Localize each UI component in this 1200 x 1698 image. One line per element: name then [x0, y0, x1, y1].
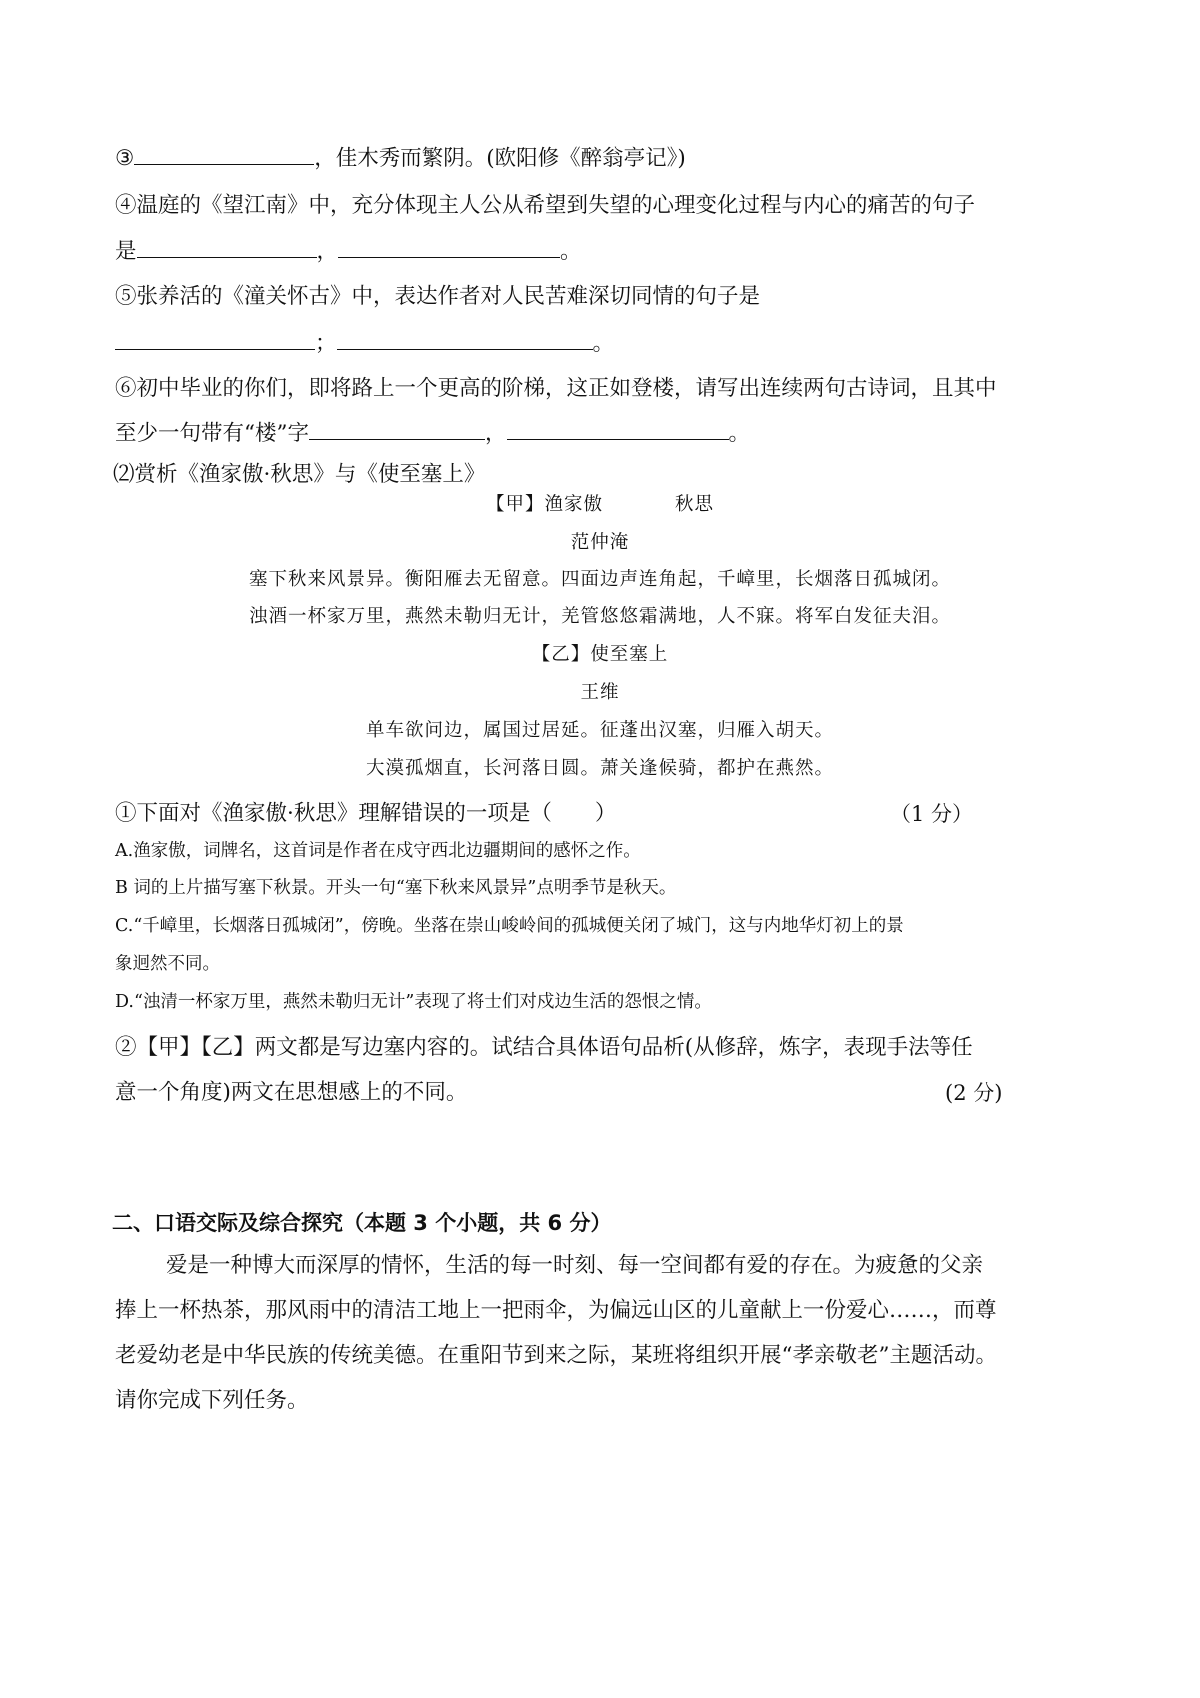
- sub-question-2-line-1: ②【甲】【乙】两文都是写边塞内容的。试结合具体语句品析(从修辞，炼字，表现手法等任: [115, 1035, 973, 1060]
- answer-blank[interactable]: [137, 237, 317, 258]
- sub-question-1: ①下面对《渔家傲·秋思》理解错误的一项是（ ）: [115, 801, 617, 826]
- answer-blank[interactable]: [338, 237, 560, 258]
- option-c-line-1: C.“千嶂里，长烟落日孤城闭”，傍晚。坐落在崇山峻岭间的孤城便关闭了城门，这与内地华灯初上的景: [115, 916, 904, 936]
- question-4-line-2: [115, 237, 582, 267]
- question-5-line-2: [115, 329, 614, 359]
- section-2-paragraph-line-4: 请你完成下列任务。: [115, 1388, 309, 1413]
- poem-a-subtitle: 秋思: [675, 494, 715, 515]
- poem-b-title: 【乙】使至塞上: [531, 644, 669, 665]
- question-4-separator: ，: [316, 239, 339, 264]
- question-4-end: 。: [560, 239, 582, 264]
- sub-question-2-score: (2 分): [945, 1081, 1003, 1105]
- option-d: D.“浊清一杯家万里，燕然未勒归无计”表现了将士们对戍边生活的怨恨之情。: [115, 992, 712, 1012]
- answer-blank[interactable]: [337, 329, 593, 350]
- question-4-line-1: ④温庭的《望江南》中，充分体现主人公从希望到失望的心理变化过程与内心的痛苦的句子: [115, 193, 976, 218]
- poem-a-title: [0, 492, 1200, 518]
- poem-b-line-1: 单车欲问边，属国过居延。征蓬出汉塞，归雁入胡天。: [365, 720, 834, 741]
- poem-b-line-2: 大漠孤烟直，长河落日圆。萧关逢候骑，都护在燕然。: [365, 758, 834, 779]
- question-6-prefix: 至少一句带有“楼”字: [115, 421, 309, 446]
- question-3-number: ③: [115, 146, 135, 171]
- answer-blank[interactable]: [309, 419, 485, 440]
- question-4-prefix: 是: [115, 239, 137, 264]
- option-c-line-2: 象迥然不同。: [115, 954, 220, 974]
- question-3-text: ，佳木秀而繁阴。(欧阳修《醉翁亭记》): [314, 146, 686, 171]
- question-6-separator: ，: [484, 421, 507, 446]
- option-b: B 词的上片描写塞下秋景。开头一句“塞下秋来风景异”点明季节是秋天。: [115, 878, 677, 898]
- answer-blank[interactable]: [134, 144, 314, 165]
- question-5-separator: ；: [315, 331, 337, 356]
- question-6-end: 。: [728, 421, 751, 446]
- poem-a-line-1: 塞下秋来风景异。衡阳雁去无留意。四面边声连角起，千嶂里，长烟落日孤城闭。: [248, 569, 951, 590]
- section-2-heading: 二、口语交际及综合探究（本题 3 个小题，共 6 分）: [112, 1211, 612, 1235]
- answer-blank[interactable]: [115, 329, 315, 350]
- sub-question-2-line-2: 意一个角度)两文在思想感上的不同。: [115, 1080, 468, 1105]
- poem-a-tag: 【甲】渔家傲: [485, 494, 603, 515]
- part-2-label: ⑵赏析《渔家傲·秋思》与《使至塞上》: [113, 462, 486, 487]
- question-6-line-1: ⑥初中毕业的你们，即将路上一个更高的阶梯，这正如登楼，请写出连续两句古诗词，且其中: [115, 376, 997, 401]
- answer-blank[interactable]: [507, 419, 729, 440]
- question-5-end: 。: [592, 331, 615, 356]
- section-2-paragraph-line-3: 老爱幼老是中华民族的传统美德。在重阳节到来之际，某班将组织开展“孝亲敬老”主题活动。: [115, 1343, 997, 1368]
- question-6-line-2: [115, 419, 750, 449]
- section-2-paragraph-line-1: 爱是一种博大而深厚的情怀，生活的每一时刻、每一空间都有爱的存在。为疲惫的父亲: [166, 1253, 984, 1278]
- poem-b-author: 王维: [580, 682, 620, 703]
- poem-a-author: 范仲淹: [570, 532, 630, 553]
- section-2-paragraph-line-2: 捧上一杯热茶，那风雨中的清洁工地上一把雨伞，为偏远山区的儿童献上一份爱心……，而尊: [115, 1298, 997, 1323]
- option-a: A.渔家傲，词牌名，这首词是作者在戍守西北边疆期间的感怀之作。: [115, 841, 641, 861]
- question-3: [115, 144, 686, 174]
- poem-a-line-2: 浊酒一杯家万里，燕然未勒归无计，羌管悠悠霜满地，人不寐。将军白发征夫泪。: [248, 606, 951, 627]
- question-5-line-1: ⑤张养活的《潼关怀古》中，表达作者对人民苦难深切同情的句子是: [115, 284, 761, 309]
- sub-question-1-score: （1 分）: [890, 802, 974, 826]
